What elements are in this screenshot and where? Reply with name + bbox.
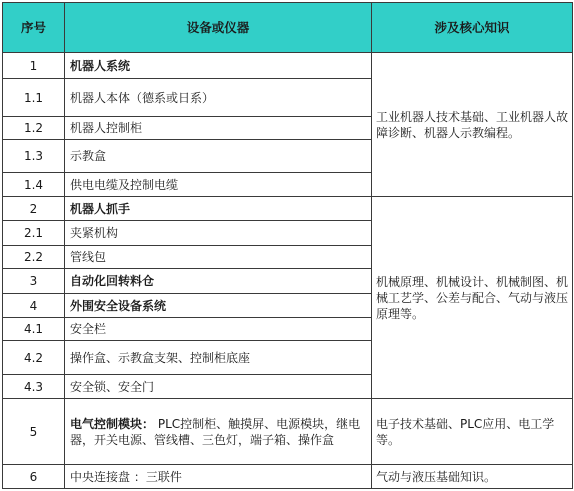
row-number: 2.1 <box>3 221 65 246</box>
row-number: 4 <box>3 294 65 318</box>
header-no: 序号 <box>3 3 65 53</box>
row-device: 自动化回转料仓 <box>65 269 372 294</box>
row-number: 2.2 <box>3 246 65 269</box>
table-row <box>3 465 573 489</box>
row-device: 安全锁、安全门 <box>65 375 372 399</box>
row-device: 供电电缆及控制电缆 <box>65 173 372 197</box>
header-device: 设备或仪器 <box>65 3 372 53</box>
row-device: 夹紧机构 <box>65 221 372 246</box>
row-number: 4.2 <box>3 341 65 375</box>
row-device: 管线包 <box>65 246 372 269</box>
table-row <box>3 53 573 79</box>
row-number: 3 <box>3 269 65 294</box>
row-number: 2 <box>3 197 65 221</box>
row-number: 4.3 <box>3 375 65 399</box>
row-number: 4.1 <box>3 318 65 341</box>
row-device: 操作盒、示教盒支架、控制柜底座 <box>65 341 372 375</box>
row-device: 机器人抓手 <box>65 197 372 221</box>
table-row <box>3 399 573 465</box>
row-number: 1.3 <box>3 140 65 173</box>
table-row <box>3 197 573 221</box>
table-header-row <box>3 3 573 53</box>
row-number: 1.1 <box>3 79 65 117</box>
knowledge-mechanical: 机械原理、机械设计、机械制图、机械工艺学、公差与配合、气动与液压原理等。 <box>372 197 573 399</box>
row-device: 机器人本体（德系或日系） <box>65 79 372 117</box>
knowledge-pneumatic: 气动与液压基础知识。 <box>372 465 573 489</box>
device-detail: PLC控制柜、触摸屏、电源模块，继电器，开关电源、管线槽、三色灯，端子箱、操作盒 <box>70 416 361 447</box>
row-device: 安全栏 <box>65 318 372 341</box>
row-device: 示教盒 <box>65 140 372 173</box>
row-device: 中央连接盘 ：三联件 <box>65 465 372 489</box>
row-device: 机器人控制柜 <box>65 117 372 140</box>
knowledge-electrical: 电子技术基础、PLC应用、电工学等。 <box>372 399 573 465</box>
row-device <box>65 399 372 465</box>
row-number: 5 <box>3 399 65 465</box>
row-number: 1 <box>3 53 65 79</box>
row-number: 6 <box>3 465 65 489</box>
row-number: 1.4 <box>3 173 65 197</box>
row-number: 1.2 <box>3 117 65 140</box>
header-knowledge: 涉及核心知识 <box>372 3 573 53</box>
device-heading: 电气控制模块： <box>70 416 155 431</box>
row-device: 机器人系统 <box>65 53 372 79</box>
row-device: 外围安全设备系统 <box>65 294 372 318</box>
equipment-table <box>2 2 573 489</box>
knowledge-robot: 工业机器人技术基础、工业机器人故障诊断、机器人示教编程。 <box>372 53 573 197</box>
